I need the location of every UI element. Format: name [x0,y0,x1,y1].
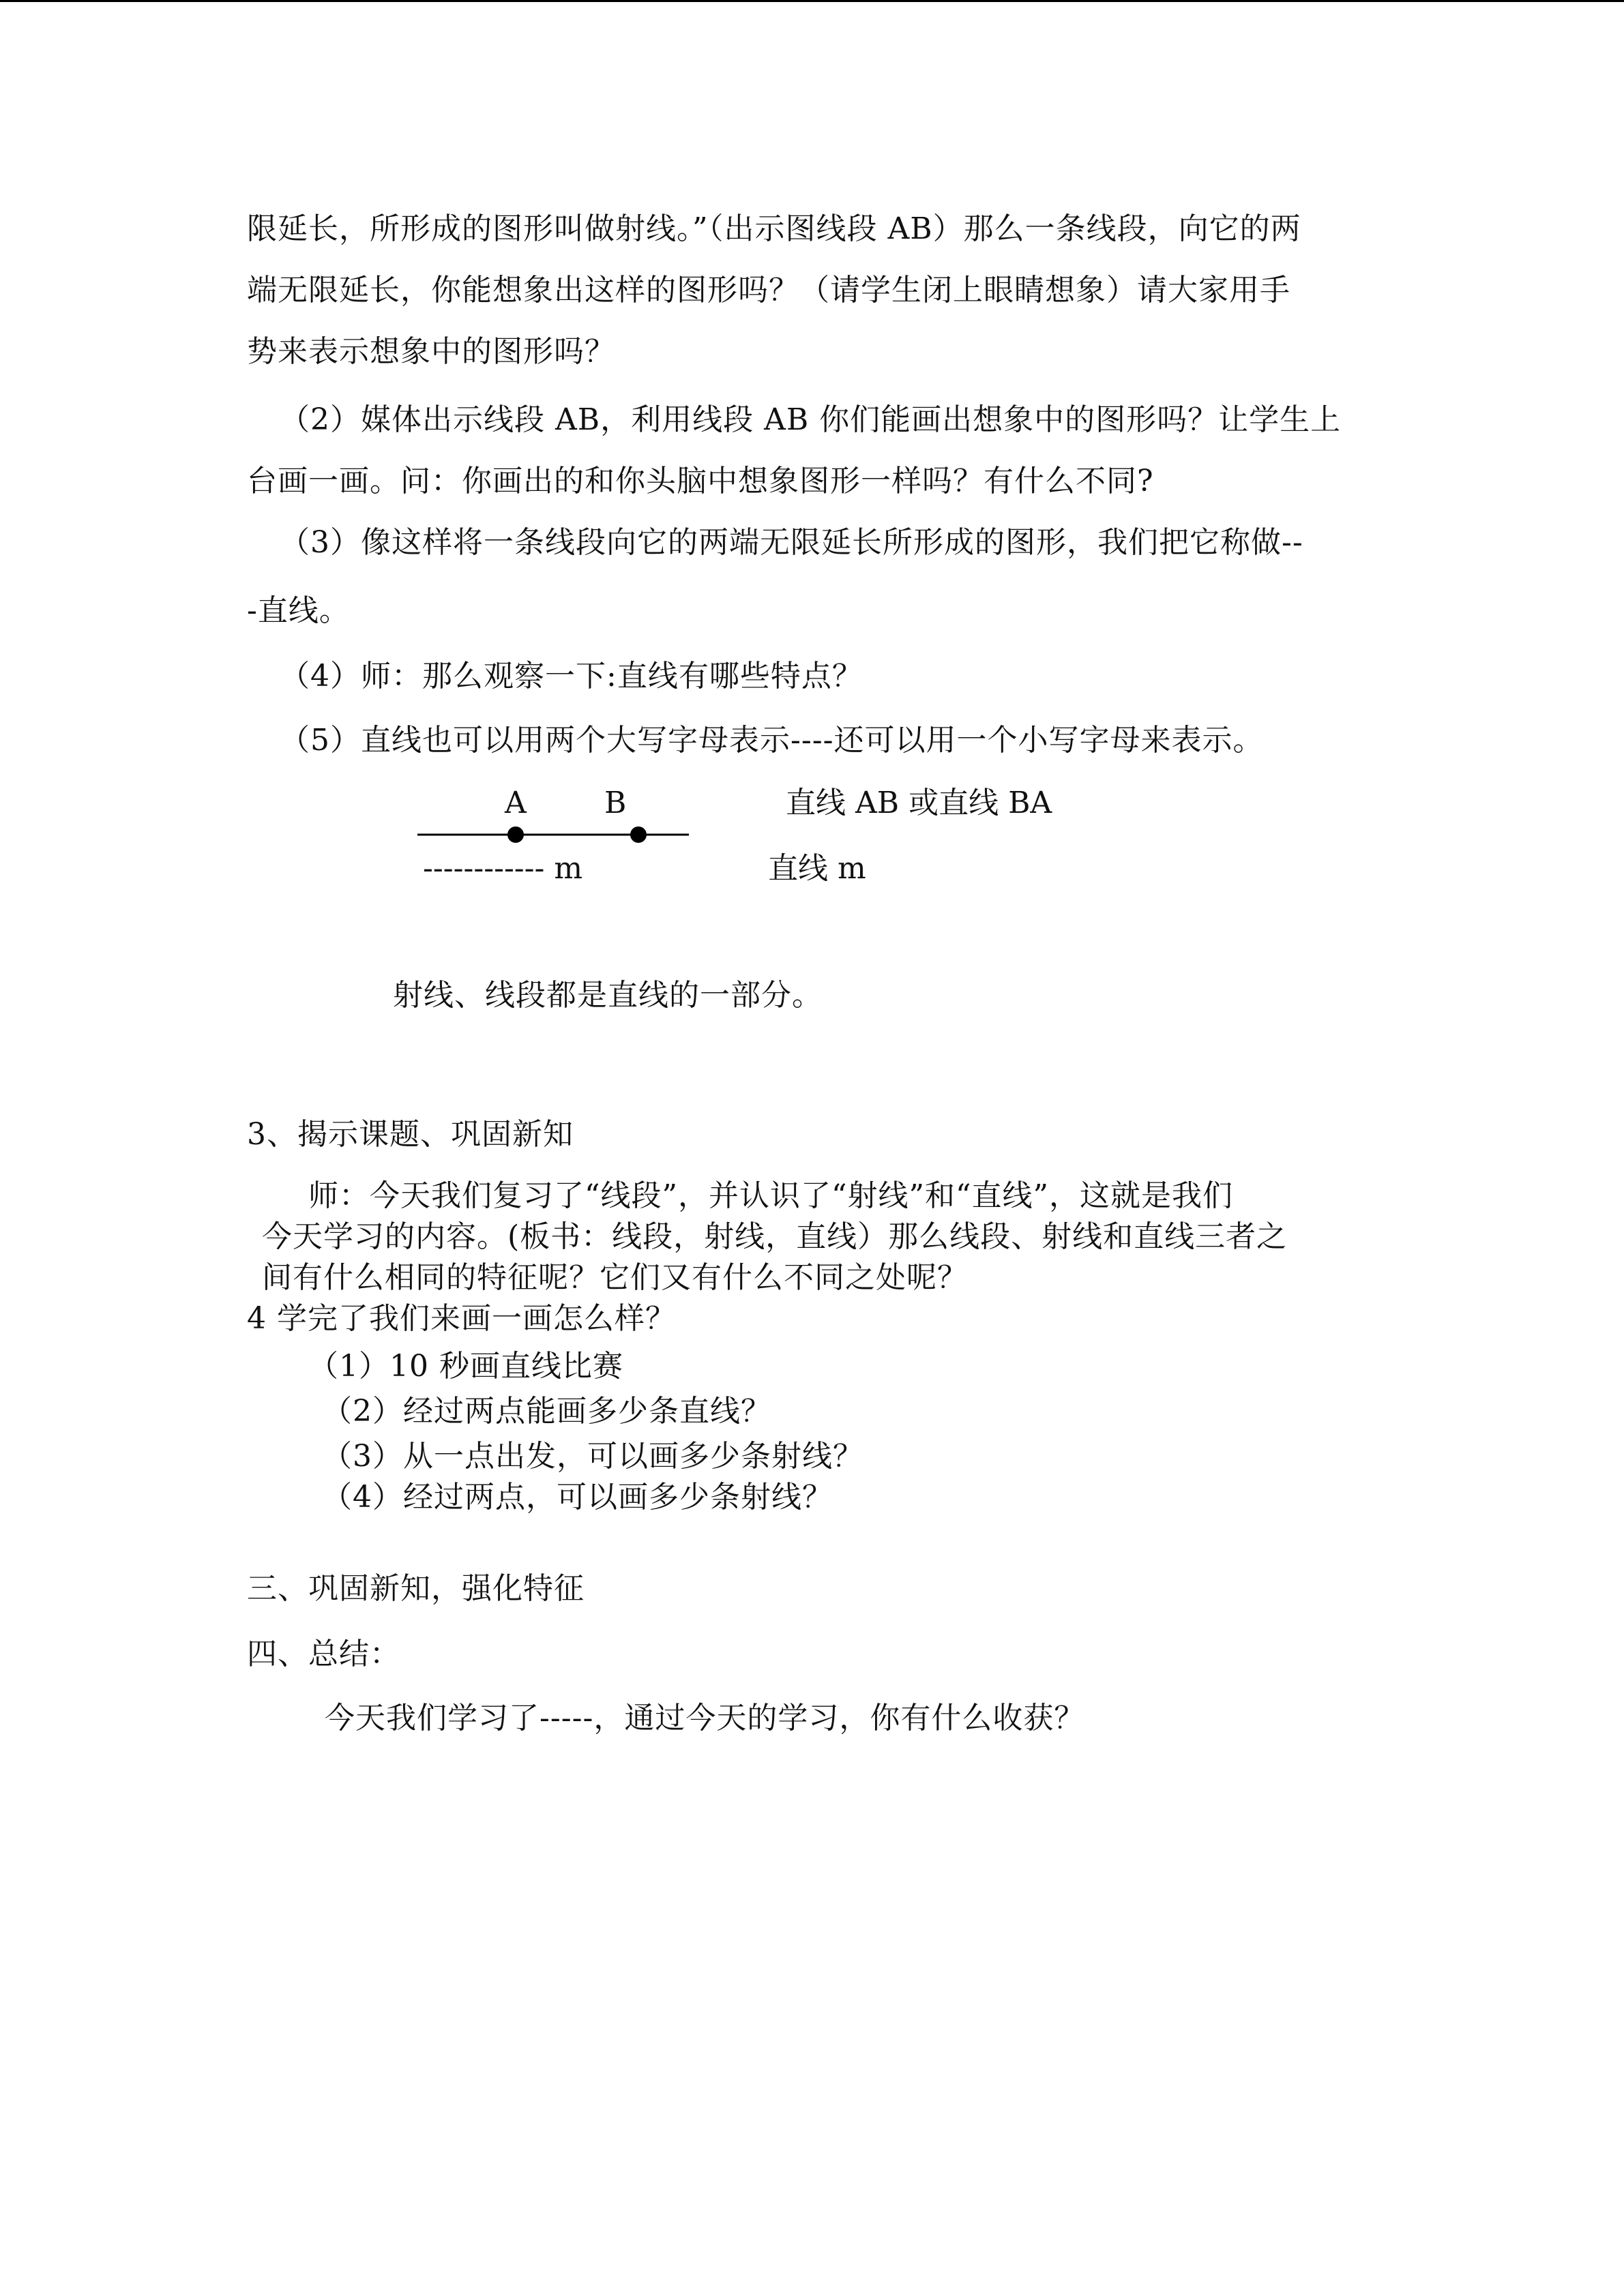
section3-line: 间有什么相同的特征呢？它们又有什么不同之处呢？ [262,1260,968,1295]
point-b-dot [630,826,647,843]
summary-text: 今天我们学习了-----，通过今天的学习，你有什么收获？ [325,1701,1085,1735]
section4-heading: 4 学完了我们来画一画怎么样？ [247,1301,676,1336]
paragraph-line: 限延长，所形成的图形叫做射线。”（出示图线段 AB）那么一条线段，向它的两 [247,211,1301,246]
paragraph-line: （5）直线也可以用两个大写字母表示----还可以用一个小写字母来表示。 [280,723,1264,758]
paragraph-line: 势来表示想象中的图形吗？ [247,334,615,369]
paragraph-line: （3）像这样将一条线段向它的两端无限延长所形成的图形，我们把它称做-- [280,525,1303,560]
page-top-border [0,0,1624,2]
section3-heading: 3、揭示课题、巩固新知 [247,1117,574,1152]
note-text: 射线、线段都是直线的一部分。 [393,978,823,1013]
paragraph-line: 端无限延长，你能想象出这样的图形吗？（请学生闭上眼睛想象）请大家用手 [247,273,1290,308]
part4-heading: 四、总结： [247,1637,400,1671]
section3-line: 今天学习的内容。(板书：线段，射线，直线）那么线段、射线和直线三者之 [262,1219,1288,1254]
point-label-b: B [604,786,627,820]
caption-line-ab: 直线 AB 或直线 BA [786,786,1052,820]
section4-item: （4）经过两点，可以画多少条射线？ [322,1480,833,1515]
section4-item: （2）经过两点能画多少条直线？ [322,1394,771,1429]
paragraph-line: 台画一画。问：你画出的和你头脑中想象图形一样吗？有什么不同? [247,464,1154,498]
paragraph-line: -直线。 [247,593,350,628]
dashed-line-m: ------------ m [423,851,583,886]
paragraph-line: （2）媒体出示线段 AB，利用线段 AB 你们能画出想象中的图形吗？让学生上 [280,402,1342,437]
paragraph-line: （4）师：那么观察一下:直线有哪些特点？ [280,659,863,694]
section3-line: 师：今天我们复习了“线段”，并认识了“射线”和“直线”，这就是我们 [308,1178,1233,1213]
part3-heading: 三、巩固新知，强化特征 [247,1571,585,1606]
section4-item: （3）从一点出发，可以画多少条射线？ [322,1439,863,1474]
caption-line-m: 直线 m [768,851,866,886]
point-a-dot [507,826,524,843]
point-label-a: A [505,786,527,820]
section4-item: （1）10 秒画直线比赛 [308,1349,623,1384]
line-ab-diagram [409,811,696,846]
